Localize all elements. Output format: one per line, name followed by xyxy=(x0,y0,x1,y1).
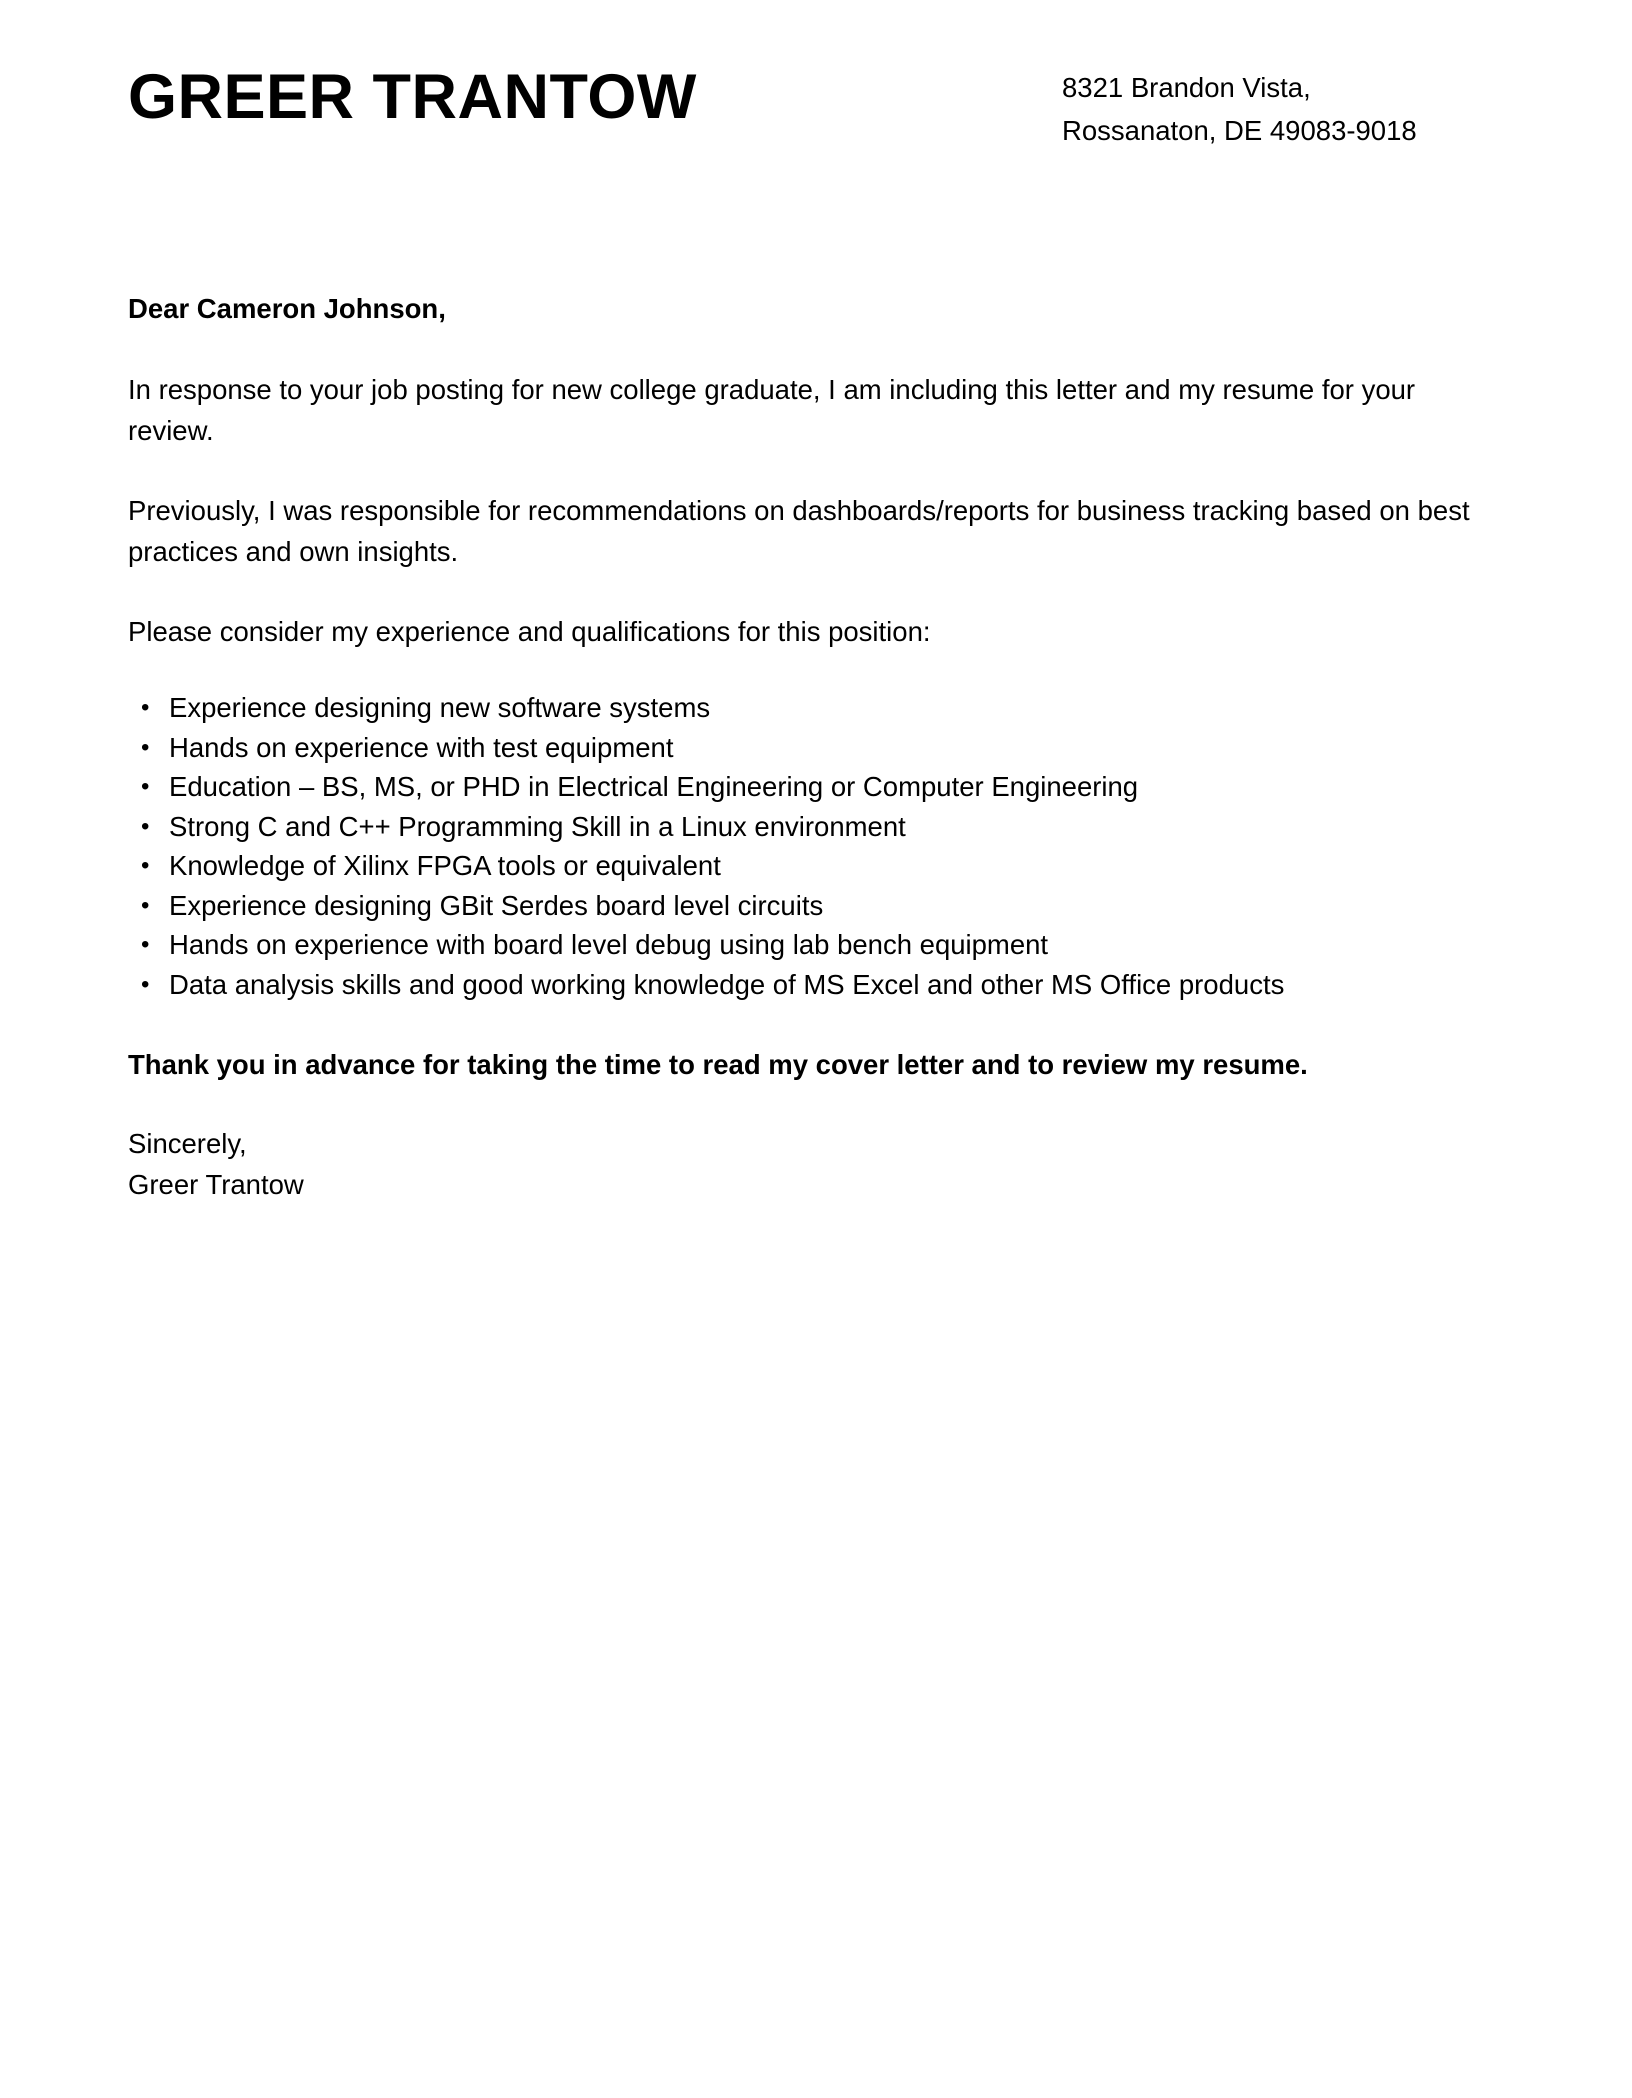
address-line-street: 8321 Brandon Vista, xyxy=(1062,72,1311,103)
signoff-block xyxy=(128,1123,1482,1205)
qualifications-list xyxy=(128,688,1482,1004)
list-item: • Hands on experience with board level debug using lab bench equipment xyxy=(128,925,1482,965)
salutation: Dear Cameron Johnson, xyxy=(128,293,446,324)
list-item: • Data analysis skills and good working knowledge of MS Excel and other MS Office products xyxy=(128,965,1482,1005)
body-paragraph-1: In response to your job posting for new college graduate, I am including this letter and my resume for your review. xyxy=(128,374,1416,446)
list-item: • Experience designing new software systems xyxy=(128,688,1482,728)
letter-header xyxy=(0,58,1632,168)
valediction: Sincerely, xyxy=(128,1128,247,1159)
list-item: • Strong C and C++ Programming Skill in a Linux environment xyxy=(128,807,1482,847)
list-item: • Education – BS, MS, or PHD in Electrical Engineering or Computer Engineering xyxy=(128,767,1482,807)
page-title: GREER TRANTOW xyxy=(128,62,697,132)
address-line-city-state-zip: Rossanaton, DE 49083-9018 xyxy=(1062,115,1417,146)
sender-address xyxy=(1062,66,1417,152)
list-item: • Experience designing GBit Serdes board level circuits xyxy=(128,886,1482,926)
body-paragraph-3: Please consider my experience and qualifications for this position: xyxy=(128,616,931,647)
closing-statement: Thank you in advance for taking the time to read my cover letter and to review my resume. xyxy=(128,1049,1308,1080)
list-item: • Knowledge of Xilinx FPGA tools or equivalent xyxy=(128,846,1482,886)
body-paragraph-2: Previously, I was responsible for recommendations on dashboards/reports for business tracking based on best practices and own insights. xyxy=(128,495,1470,567)
letter-body xyxy=(128,290,1482,1205)
list-item: • Hands on experience with test equipment xyxy=(128,728,1482,768)
signature-name: Greer Trantow xyxy=(128,1169,304,1200)
